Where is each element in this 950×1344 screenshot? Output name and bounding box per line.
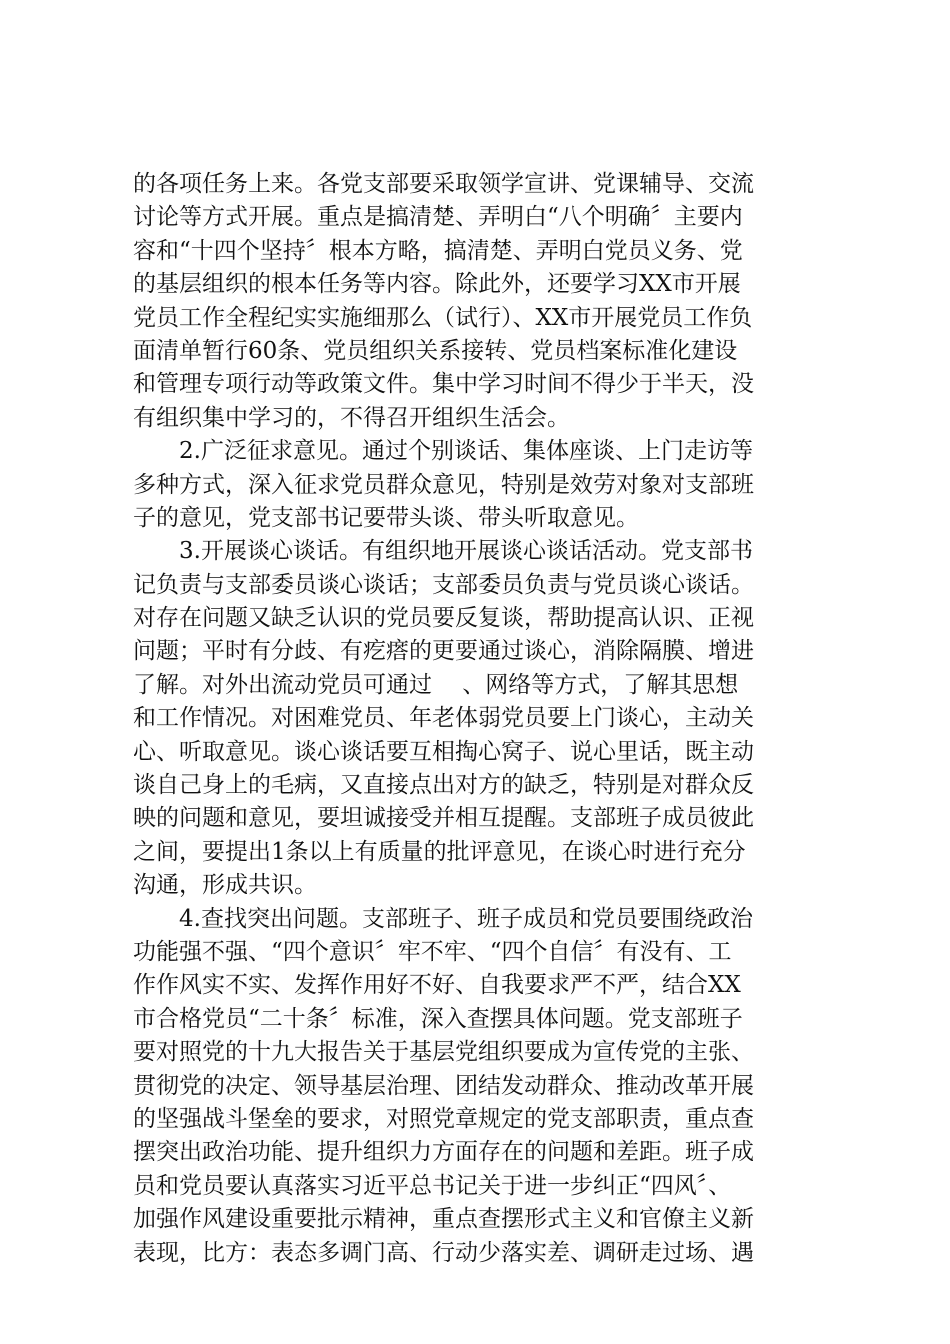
paragraph-start-line: 3.开展谈心谈话。有组织地开展谈心谈话活动。党支部书 xyxy=(133,538,753,565)
text-line: 摆突出政治功能、提升组织力方面存在的问题和差距。班子成 xyxy=(133,1139,754,1166)
text-line: 作作风实不实、发挥作用好不好、自我要求严不严，结合XX xyxy=(133,972,741,999)
text-line: 沟通，形成共识。 xyxy=(133,872,317,899)
text-line: 面清单暂行60条、党员组织关系接转、党员档案标准化建设 xyxy=(133,337,738,364)
text-line: 表现，比方：表态多调门高、行动少落实差、调研走过场、遇 xyxy=(133,1239,754,1266)
text-line: 的基层组织的根本任务等内容。除此外，还要学习XX市开展 xyxy=(133,271,741,298)
text-line: 党员工作全程纪实实施细那么（试行）、XX市开展党员工作负 xyxy=(133,304,753,331)
text-line: 讨论等方式开展。重点是搞清楚、弄明白“八个明确〞主要内 xyxy=(133,204,743,231)
text-line: 功能强不强、“四个意识〞牢不牢、“四个自信〞有没有、工 xyxy=(133,938,732,965)
text-line: 员和党员要认真落实习近平总书记关于进一步纠正“四风〞、 xyxy=(133,1172,732,1199)
text-line: 贯彻党的决定、领导基层治理、团结发动群众、推动改革开展 xyxy=(133,1072,754,1099)
text-line: 的各项任务上来。各党支部要采取领学宣讲、党课辅导、交流 xyxy=(133,171,754,197)
text-line: 对存在问题又缺乏认识的党员要反复谈，帮助提高认识、正视 xyxy=(133,605,754,632)
text-line: 记负责与支部委员谈心谈话；支部委员负责与党员谈心谈话。 xyxy=(133,571,754,598)
text-line: 的坚强战斗堡垒的要求，对照党章规定的党支部职责，重点查 xyxy=(133,1105,754,1132)
paragraph-start-line: 4.查找突出问题。支部班子、班子成员和党员要围绕政治 xyxy=(133,905,753,932)
text-line: 映的问题和意见，要坦诚接受并相互提醒。支部班子成员彼此 xyxy=(133,805,754,832)
text-line: 和管理专项行动等政策文件。集中学习时间不得少于半天，没 xyxy=(133,371,754,398)
document-body xyxy=(133,168,827,1270)
text-line: 问题；平时有分歧、有疙瘩的更要通过谈心，消除隔膜、增进 xyxy=(133,638,754,665)
text-line: 之间，要提出1条以上有质量的批评意见，在谈心时进行充分 xyxy=(133,838,746,865)
text-line: 容和“十四个坚持〞根本方略，搞清楚、弄明白党员义务、党 xyxy=(133,237,743,264)
text-line: 谈自己身上的毛病，又直接点出对方的缺乏，特别是对群众反 xyxy=(133,772,754,799)
text-line: 加强作风建设重要批示精神，重点查摆形式主义和官僚主义新 xyxy=(133,1206,754,1233)
paragraph-start-line: 2.广泛征求意见。通过个别谈话、集体座谈、上门走访等 xyxy=(133,438,753,465)
text-line: 心、听取意见。谈心谈话要互相掏心窝子、说心里话，既主动 xyxy=(133,738,754,765)
text-line: 要对照党的十九大报告关于基层党组织要成为宣传党的主张、 xyxy=(133,1039,754,1066)
text-line: 有组织集中学习的，不得召开组织生活会。 xyxy=(133,404,570,431)
text-line: 子的意见，党支部书记要带头谈、带头听取意见。 xyxy=(133,504,639,531)
text-line: 多种方式，深入征求党员群众意见，特别是效劳对象对支部班 xyxy=(133,471,754,498)
text-line: 市合格党员“二十条〞标准，深入查摆具体问题。党支部班子 xyxy=(133,1005,743,1032)
text-line: 了解。对外出流动党员可通过 、网络等方式，了解其思想 xyxy=(133,671,739,698)
text-line: 和工作情况。对困难党员、年老体弱党员要上门谈心，主动关 xyxy=(133,705,754,732)
